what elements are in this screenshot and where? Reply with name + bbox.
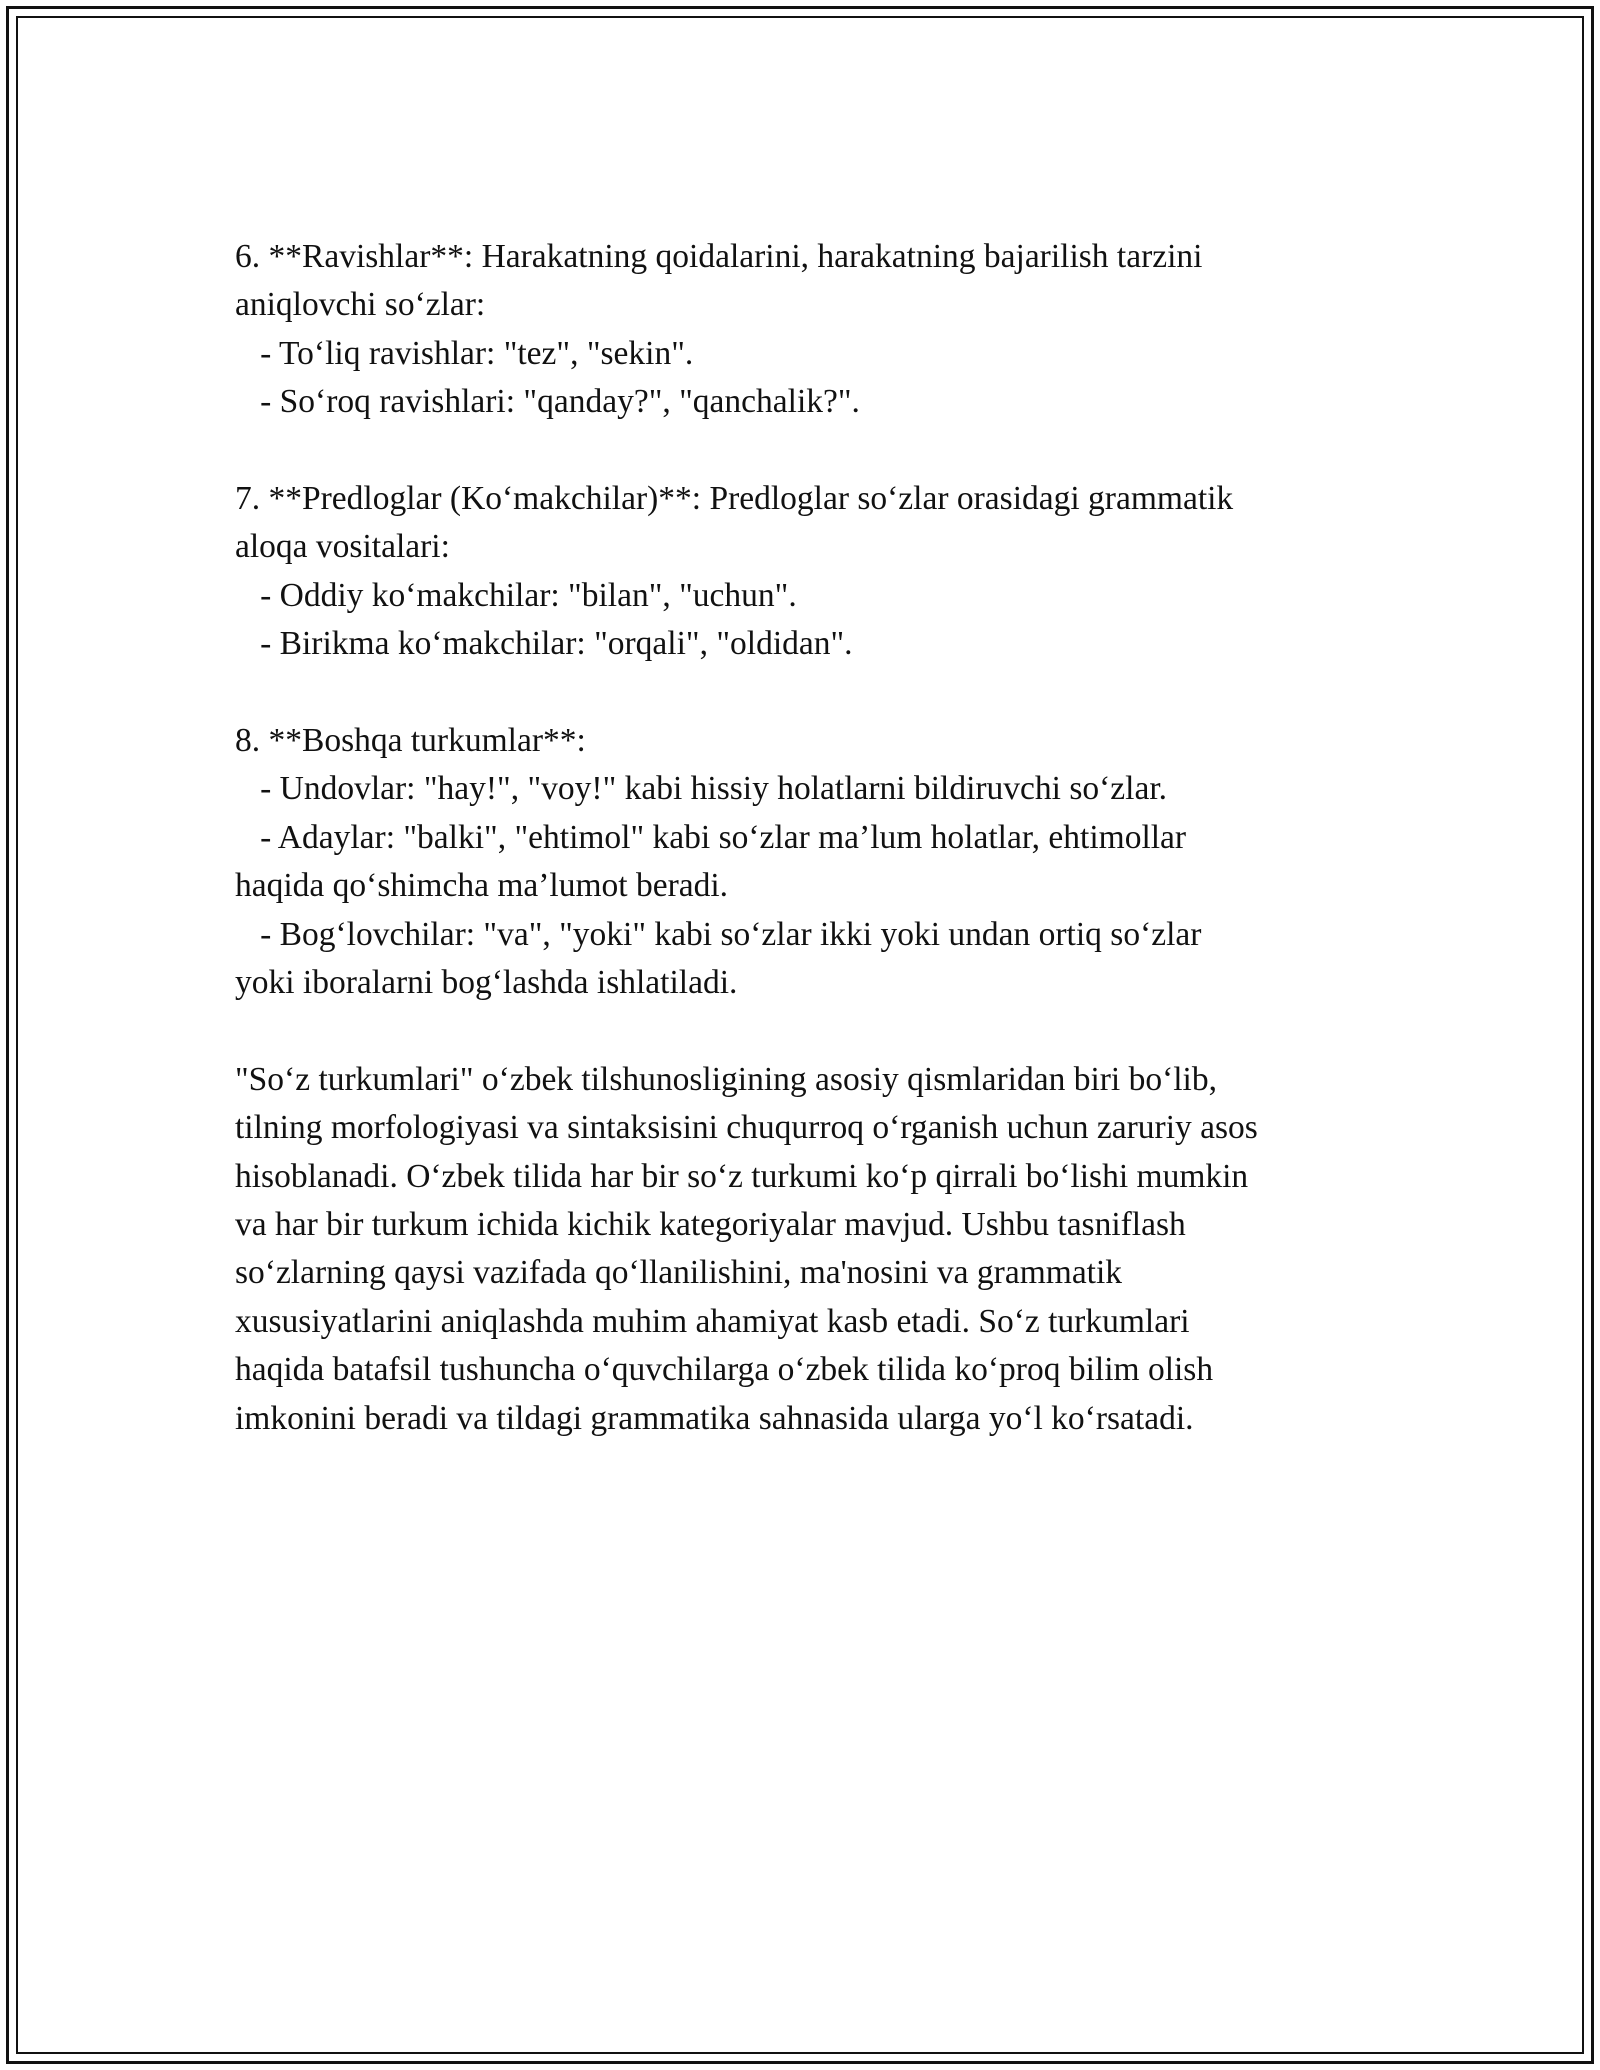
list-item: - So‘roq ravishlari: "qanday?", "qanchalik?".: [235, 383, 860, 421]
paragraph-gap: [235, 669, 1375, 717]
text-line: tilning morfologiyasi va sintaksisini chuqurroq o‘rganish uchun zaruriy asos: [235, 1109, 1258, 1147]
paragraph-gap: [235, 1007, 1375, 1055]
text-line: hisoblanadi. O‘zbek tilida har bir so‘z turkumi ko‘p qirrali bo‘lishi mumkin: [235, 1157, 1249, 1195]
list-item: - Adaylar: "balki", "ehtimol" kabi so‘zlar ma’lum holatlar, ehtimollar: [235, 818, 1187, 856]
conclusion-paragraph: [235, 1056, 1375, 1443]
list-item: - Undovlar: "hay!", "voy!" kabi hissiy holatlarni bildiruvchi so‘zlar.: [235, 770, 1168, 808]
list-item: - Oddiy ko‘makchilar: "bilan", "uchun".: [235, 576, 797, 614]
list-item: - Bog‘lovchilar: "va", "yoki" kabi so‘zlar ikki yoki undan ortiq so‘zlar: [235, 915, 1202, 953]
text-line: "So‘z turkumlari" o‘zbek tilshunosligining asosiy qismlaridan biri bo‘lib,: [235, 1060, 1217, 1098]
text-line: 8. **Boshqa turkumlar**:: [235, 722, 586, 760]
text-line: aloqa vositalari:: [235, 528, 450, 566]
list-item: - To‘liq ravishlar: "tez", "sekin".: [235, 334, 694, 372]
text-line: haqida batafsil tushuncha o‘quvchilarga o‘zbek tilida ko‘proq bilim olish: [235, 1351, 1214, 1389]
text-line: imkonini beradi va tildagi grammatika sahnasida ularga yo‘l ko‘rsatadi.: [235, 1399, 1194, 1437]
text-line: 6. **Ravishlar**: Harakatning qoidalarini, harakatning bajarilish tarzini: [235, 238, 1203, 275]
text-line: aniqlovchi so‘zlar:: [235, 286, 486, 324]
paragraph-gap: [235, 427, 1375, 475]
text-line: so‘zlarning qaysi vazifada qo‘llanilishini, ma'nosini va grammatik: [235, 1254, 1123, 1292]
section-ravishlar: [235, 233, 1375, 427]
section-boshqa-turkumlar: [235, 717, 1375, 1007]
text-line: va har bir turkum ichida kichik kategoriyalar mavjud. Ushbu tasniflash: [235, 1206, 1186, 1244]
text-line: yoki iboralarni bog‘lashda ishlatiladi.: [235, 964, 738, 1002]
section-predloglar: [235, 475, 1375, 669]
text-line: haqida qo‘shimcha ma’lumot beradi.: [235, 867, 729, 905]
list-item: - Birikma ko‘makchilar: "orqali", "oldidan".: [235, 625, 853, 663]
text-line: xususiyatlarini aniqlashda muhim ahamiyat kasb etadi. So‘z turkumlari: [235, 1302, 1190, 1340]
text-line: 7. **Predloglar (Ko‘makchilar)**: Predloglar so‘zlar orasidagi grammatik: [235, 480, 1234, 518]
document-body: [235, 233, 1375, 1443]
